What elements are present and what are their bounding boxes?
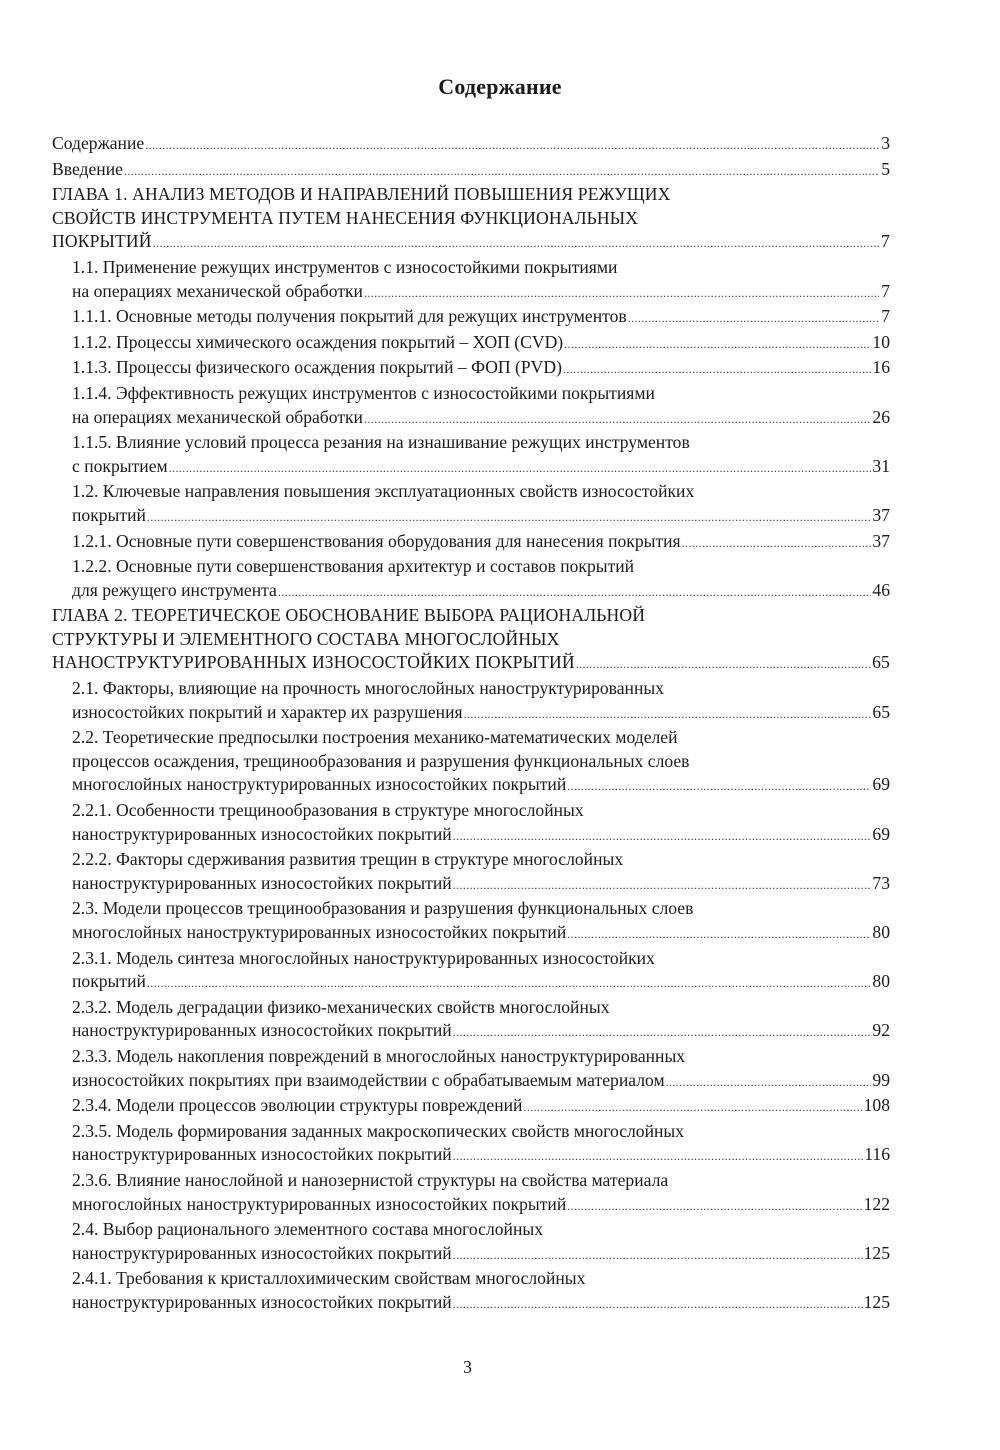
toc-entry-last-line	[72, 1193, 890, 1219]
toc-entry-last-line	[52, 230, 890, 256]
toc-entry-text-line: ПОКРЫТИЙ	[52, 231, 152, 252]
dot-leader	[567, 773, 871, 799]
toc-entry-last-line	[72, 331, 890, 357]
toc-entry-text-line: процессов осаждения, трещинообразования и разрушения функциональных слоев	[72, 750, 690, 771]
toc-entry[interactable]	[52, 726, 890, 799]
toc-entry-text-line: 2.2.2. Факторы сдерживания развития трещин в структуре многослойных	[72, 849, 624, 870]
toc-entry-text-line: 2.2.1. Особенности трещинообразования в структуре многослойных	[72, 800, 584, 821]
dot-leader	[147, 970, 872, 996]
toc-entry-page: 92	[872, 1020, 890, 1041]
toc-entry-text-line: Введение	[52, 158, 123, 179]
toc-entry-text-line: 1.1.1. Основные методы получения покрытий для режущих инструментов	[72, 306, 627, 327]
toc-entry-text-line: 2.3.4. Модели процессов эволюции структуры повреждений	[72, 1095, 523, 1116]
dot-leader	[364, 280, 879, 306]
toc-entry-page: 26	[872, 406, 890, 427]
toc-entry-last-line	[72, 356, 890, 382]
toc-entry-text-line: СВОЙСТВ ИНСТРУМЕНТА ПУТЕМ НАНЕСЕНИЯ ФУНКЦИОНАЛЬНЫХ	[52, 207, 639, 228]
toc-entry-text-line: многослойных наноструктурированных износостойких покрытий	[72, 774, 567, 795]
dot-leader	[628, 305, 879, 331]
table-of-contents	[52, 132, 890, 1317]
toc-entry-text-line: с покрытием	[72, 455, 168, 476]
toc-entry[interactable]	[52, 256, 890, 305]
toc-entry-last-line	[72, 773, 890, 799]
toc-entry[interactable]	[52, 604, 890, 677]
toc-entry-page: 99	[872, 1069, 890, 1090]
toc-entry[interactable]	[52, 1094, 890, 1120]
dot-leader	[453, 1019, 872, 1045]
toc-entry-page: 125	[863, 1291, 890, 1312]
toc-entry-text-line: наноструктурированных износостойких покрытий	[72, 1144, 452, 1165]
toc-entry-text-line: НАНОСТРУКТУРИРОВАННЫХ ИЗНОСОСТОЙКИХ ПОКРЫТИЙ	[52, 652, 575, 673]
toc-entry-page: 37	[872, 530, 890, 551]
page-title: Содержание	[438, 74, 562, 99]
toc-entry-page: 7	[881, 231, 890, 252]
toc-entry-page: 73	[872, 872, 890, 893]
toc-entry-page: 80	[872, 922, 890, 942]
toc-entry-last-line	[72, 823, 890, 849]
dot-leader	[563, 356, 871, 382]
dot-leader	[453, 1242, 863, 1268]
toc-entry-page: 3	[881, 133, 890, 153]
toc-entry-page: 69	[872, 774, 890, 795]
toc-entry-last-line	[72, 504, 890, 530]
toc-entry-text-line: 1.2. Ключевые направления повышения эксплуатационных свойств износостойких	[72, 481, 695, 502]
toc-entry-text-line: СТРУКТУРЫ И ЭЛЕМЕНТНОГО СОСТАВА МНОГОСЛОЙНЫХ	[52, 628, 560, 649]
toc-entry-page: 5	[881, 158, 890, 179]
dot-leader	[523, 1094, 862, 1120]
dot-leader	[453, 872, 872, 898]
toc-entry-text-line: износостойких покрытиях при взаимодействии с обрабатываемым материалом	[72, 1069, 665, 1090]
toc-entry-last-line	[72, 406, 890, 432]
toc-entry-last-line	[72, 1069, 890, 1095]
toc-entry-page: 116	[864, 1144, 890, 1165]
toc-entry-last-line	[72, 1019, 890, 1045]
dot-leader	[666, 1069, 872, 1095]
dot-leader	[576, 651, 871, 677]
dot-leader	[567, 1193, 862, 1219]
toc-entry-text-line: 2.3.3. Модель накопления повреждений в многослойных наноструктурированных	[72, 1045, 686, 1066]
toc-entry[interactable]	[52, 1045, 890, 1094]
toc-entry-text-line: многослойных наноструктурированных износостойких покрытий	[72, 922, 567, 942]
toc-entry[interactable]	[52, 897, 890, 946]
toc-entry-last-line	[72, 305, 890, 331]
toc-entry-page: 7	[881, 280, 890, 301]
toc-entry-text-line: износостойких покрытий и характер их разрушения	[72, 701, 463, 722]
dot-leader	[124, 158, 879, 184]
toc-entry-last-line	[72, 1291, 890, 1317]
toc-entry-last-line	[72, 1242, 890, 1268]
dot-leader	[682, 530, 872, 556]
toc-entry-text-line: 2.3.1. Модель синтеза многослойных наноструктурированных износостойких	[72, 947, 655, 968]
page-number: 3	[463, 1357, 472, 1377]
toc-entry-text-line: на операциях механической обработки	[72, 406, 363, 427]
toc-entry-text-line: многослойных наноструктурированных износостойких покрытий	[72, 1193, 567, 1214]
toc-entry-text-line: 1.2.2. Основные пути совершенствования архитектур и составов покрытий	[72, 556, 635, 577]
toc-entry-text-line: наноструктурированных износостойких покрытий	[72, 823, 452, 844]
toc-entry-last-line	[72, 701, 890, 727]
toc-entry-page: 7	[881, 306, 890, 327]
toc-entry-text-line: наноструктурированных износостойких покрытий	[72, 1291, 452, 1312]
dot-leader	[567, 921, 871, 947]
toc-entry[interactable]	[52, 480, 890, 529]
toc-entry-page: 69	[872, 823, 890, 844]
toc-entry-text-line: Содержание	[52, 133, 145, 153]
toc-entry-last-line	[52, 158, 890, 184]
dot-leader	[564, 331, 871, 357]
toc-entry[interactable]	[52, 530, 890, 556]
toc-entry[interactable]	[52, 1267, 890, 1316]
dot-leader	[453, 1143, 864, 1169]
toc-entry-text-line: 2.2. Теоретические предпосылки построения механико-математических моделей	[72, 727, 678, 748]
toc-entry-last-line	[72, 970, 890, 996]
toc-entry-text-line: 2.4. Выбор рационального элементного состава многослойных	[72, 1219, 543, 1240]
toc-entry-page: 16	[872, 357, 890, 378]
toc-entry-text-line: 1.1.2. Процессы химического осаждения покрытий – ХОП (CVD)	[72, 331, 564, 352]
toc-entry-page: 80	[872, 971, 890, 992]
toc-entry-page: 122	[863, 1193, 890, 1214]
dot-leader	[153, 230, 879, 256]
toc-entry[interactable]	[52, 799, 890, 848]
toc-entry-page: 125	[863, 1242, 890, 1263]
toc-entry-text-line: 2.1. Факторы, влияющие на прочность многослойных наноструктурированных	[72, 678, 665, 699]
toc-entry[interactable]	[52, 158, 890, 184]
toc-entry[interactable]	[52, 382, 890, 431]
toc-entry-last-line	[52, 651, 890, 677]
toc-entry-page: 65	[872, 701, 890, 722]
dot-leader	[453, 1291, 863, 1317]
toc-entry[interactable]	[52, 1218, 890, 1267]
toc-entry[interactable]	[52, 356, 890, 382]
toc-entry[interactable]	[52, 848, 890, 897]
toc-entry-page: 37	[872, 504, 890, 525]
toc-entry-page: 31	[872, 455, 890, 476]
toc-entry-text-line: ГЛАВА 1. АНАЛИЗ МЕТОДОВ И НАПРАВЛЕНИЙ ПОВЫШЕНИЯ РЕЖУЩИХ	[52, 184, 671, 205]
toc-entry-page: 108	[863, 1095, 890, 1116]
toc-entry-text-line: 2.4.1. Требования к кристаллохимическим свойствам многослойных	[72, 1268, 586, 1289]
dot-leader	[147, 504, 872, 530]
dot-leader	[453, 823, 872, 849]
toc-entry[interactable]	[52, 1169, 890, 1218]
toc-entry-text-line: для режущего инструмента	[72, 579, 277, 600]
toc-entry[interactable]	[52, 305, 890, 331]
toc-entry-text-line: 2.3. Модели процессов трещинообразования и разрушения функциональных слоев	[72, 898, 694, 919]
toc-entry-text-line: наноструктурированных износостойких покрытий	[72, 872, 452, 893]
toc-entry-last-line	[52, 132, 890, 158]
toc-entry-text-line: ГЛАВА 2. ТЕОРЕТИЧЕСКОЕ ОБОСНОВАНИЕ ВЫБОРА РАЦИОНАЛЬНОЙ	[52, 605, 646, 626]
dot-leader	[278, 579, 872, 605]
toc-entry-page: 65	[872, 652, 890, 673]
toc-entry[interactable]	[52, 431, 890, 480]
toc-entry-last-line	[72, 921, 890, 947]
dot-leader	[464, 701, 872, 727]
toc-entry-last-line	[72, 455, 890, 481]
toc-entry[interactable]	[52, 132, 890, 158]
toc-entry-last-line	[72, 530, 890, 556]
toc-entry-text-line: 2.3.5. Модель формирования заданных макроскопических свойств многослойных	[72, 1120, 685, 1141]
toc-entry-last-line	[72, 1143, 890, 1169]
toc-entry-last-line	[72, 872, 890, 898]
toc-entry-text-line: 2.3.2. Модель деградации физико-механических свойств многослойных	[72, 996, 610, 1017]
toc-entry-text-line: покрытий	[72, 971, 146, 992]
toc-entry-text-line: 1.1. Применение режущих инструментов с износостойкими покрытиями	[72, 256, 618, 277]
toc-entry[interactable]	[52, 996, 890, 1045]
toc-entry-text-line: покрытий	[72, 504, 146, 525]
toc-entry[interactable]	[52, 677, 890, 726]
toc-entry-page: 46	[872, 579, 890, 600]
toc-entry-text-line: 1.1.3. Процессы физического осаждения покрытий – ФОП (PVD)	[72, 357, 562, 378]
toc-entry-text-line: наноструктурированных износостойких покрытий	[72, 1020, 452, 1041]
toc-entry-text-line: 1.1.5. Влияние условий процесса резания на изнашивание режущих инструментов	[72, 432, 690, 453]
dot-leader	[364, 406, 871, 432]
toc-entry-text-line: 2.3.6. Влияние нанослойной и нанозернистой структуры на свойства материала	[72, 1169, 669, 1190]
toc-entry-last-line	[72, 1094, 890, 1120]
toc-entry-text-line: 1.2.1. Основные пути совершенствования оборудования для нанесения покрытия	[72, 530, 681, 551]
toc-entry[interactable]	[52, 947, 890, 996]
toc-entry-page: 10	[872, 331, 890, 352]
toc-entry-text-line: 1.1.4. Эффективность режущих инструментов с износостойкими покрытиями	[72, 382, 655, 403]
dot-leader	[169, 455, 872, 481]
toc-entry[interactable]	[52, 331, 890, 357]
toc-entry-last-line	[72, 579, 890, 605]
toc-entry[interactable]	[52, 183, 890, 256]
dot-leader	[145, 132, 879, 158]
toc-entry[interactable]	[52, 1120, 890, 1169]
toc-entry-last-line	[72, 280, 890, 306]
toc-entry[interactable]	[52, 555, 890, 604]
toc-entry-text-line: на операциях механической обработки	[72, 280, 363, 301]
toc-entry-text-line: наноструктурированных износостойких покрытий	[72, 1242, 452, 1263]
